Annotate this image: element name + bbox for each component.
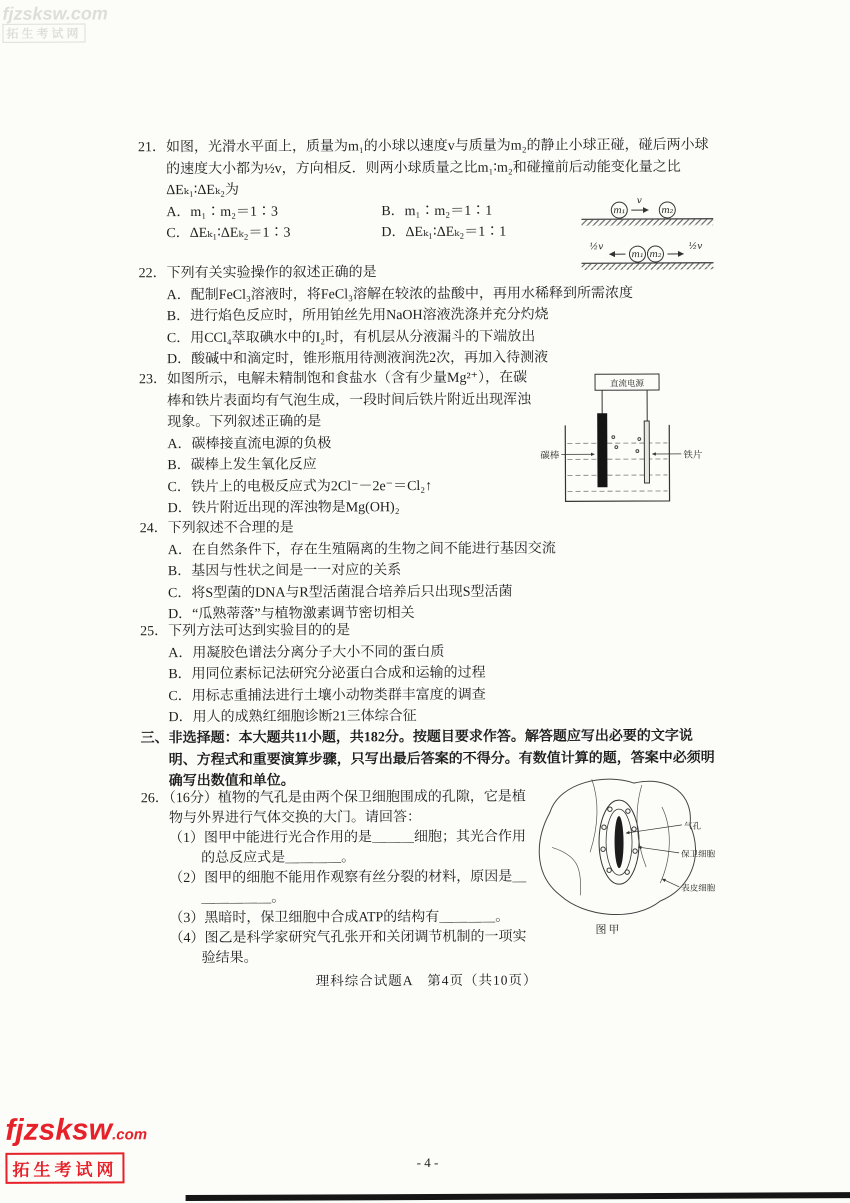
question-23-stem: 23．如图所示，电解未精制饱和食盐水（含有少量Mg²⁺），在碳棒和铁片表面均有气泡生成，一段时间后铁片附近出现浑浊现象。下列叙述正确的是: [138, 370, 532, 431]
question-25-option-d: D．用人的成熟红细胞诊断21三体综合征: [168, 709, 417, 726]
velocity-label: v: [636, 196, 642, 207]
question-23: [139, 368, 538, 520]
question-25-stem: 25．下列方法可达到实验目的的是: [140, 623, 351, 640]
half-velocity-left: ½v: [589, 242, 604, 253]
stoma-opening: [614, 816, 623, 868]
question-24-option-d: D．“瓜熟蒂落”与植物激素调节密切相关: [168, 606, 415, 623]
question-25-options: [168, 640, 718, 728]
watermark-top: [2, 4, 108, 42]
question-22-option-b: B．进行焰色反应时，所用铂丝先用NaOH溶液洗涤并充分灼烧: [166, 307, 549, 325]
question-25-option-a: A．用凝胶色谱法分离分子大小不同的蛋白质: [168, 644, 445, 661]
watermark-name-text: 拓生考试网: [2, 23, 85, 42]
question-22-stem: 22．下列有关实验操作的叙述正确的是: [138, 265, 377, 282]
question-26-item-3: （3）黑暗时，保卫细胞中合成ATP的结构有＿＿＿＿。: [169, 909, 510, 927]
question-21-option-b: B．m₁∶m₂＝1∶1: [381, 203, 493, 219]
question-25-option-c: C．用标志重捕法进行土壤小动物类群丰富度的调查: [168, 687, 486, 704]
dc-power-label: 直流电源: [610, 378, 645, 389]
question-22-option-d: D．酸碱中和滴定时，锥形瓶用待测液润洗2次，再加入待测液: [166, 350, 549, 368]
question-23-option-a: A．碳棒接直流电源的负极: [167, 435, 332, 452]
question-24-options: [168, 537, 718, 625]
question-22-option-c: C．用CCl₄萃取碘水中的I₂时，有机层从分液漏斗的下端放出: [166, 329, 536, 346]
watermark-site-text: fjzsksw.com: [2, 3, 108, 24]
question-21-option-c: C．ΔEₖ₁∶ΔEₖ₂＝1∶3: [166, 225, 291, 242]
question-26-subitems: [169, 828, 538, 970]
question-21-option-a: A．m₁∶m₂＝1∶3: [166, 204, 278, 220]
epidermal-cell-label: 表皮细胞: [681, 882, 716, 893]
half-velocity-right: ½v: [688, 241, 703, 252]
carbon-rod-label: 碳棒: [540, 451, 560, 462]
question-24-option-b: B．基因与性状之间是一一对应的关系: [167, 563, 402, 580]
question-25-option-b: B．用同位素标记法研究分泌蛋白合成和运输的过程: [168, 665, 486, 683]
ball-m2-label: m₂: [661, 205, 674, 216]
beaker: [565, 425, 669, 501]
scan-edge-bar: [186, 1192, 850, 1201]
page-number: - 4 -: [416, 1154, 439, 1171]
question-24: [140, 516, 718, 626]
iron-sheet-label: 铁片: [683, 450, 703, 461]
ground-hatch: [581, 219, 713, 226]
question-23-options: [167, 432, 537, 520]
stoma-label: 气孔: [683, 820, 702, 831]
carbon-rod: [597, 413, 607, 487]
watermark-name-text: 拓生考试网: [5, 1152, 124, 1184]
svg-text:m₁: m₁: [631, 250, 644, 261]
question-21-option-d: D．ΔEₖ₁∶ΔEₖ₂＝1∶1: [381, 224, 507, 241]
question-26-item-2: （2）图甲的细胞不能用作观察有丝分裂的材料，原因是＿＿＿＿＿＿。: [169, 869, 527, 906]
page-footer: 理科综合试题A 第4页（共10页）: [315, 972, 538, 989]
question-25: [140, 619, 718, 729]
section-3-text: 三、非选择题：本大题共11小题，共182分。按题目要求作答。解答题应写出必要的文字说明、方程式和重要演算步骤，只写出最后答案的不得分。有数值计算的题，答案中必须明确写出数值和单位。: [140, 728, 715, 790]
question-23-option-d: D．铁片附近出现的浑浊物是Mg(OH)₂: [167, 500, 400, 517]
question-24-stem: 24．下列叙述不合理的是: [139, 520, 294, 537]
question-24-option-a: A．在自然条件下，存在生殖隔离的生物之间不能进行基因交流: [167, 540, 556, 558]
question-24-option-c: C．将S型菌的DNA与R型活菌混合培养后只出现S型活菌: [167, 584, 513, 601]
question-26-intro: 26．（16分）植物的气孔是由两个保卫细胞围成的孔隙，它是植物与外界进行气体交换的大门。请回答：: [140, 789, 526, 827]
guard-cell-label: 保卫细胞: [681, 848, 716, 859]
watermark-site-text: fjzsksw.com: [5, 1113, 148, 1147]
question-26-item-1: （1）图甲中能进行光合作用的是＿＿＿细胞；其光合作用的总反应式是＿＿＿＿。: [168, 829, 527, 866]
question-26-item-4: （4）图乙是科学家研究气孔张开和关闭调节机制的一项实验结果。: [169, 929, 527, 966]
question-23-option-b: B．碳棒上发生氧化反应: [167, 457, 317, 474]
question-21-stem: 21．如图，光滑水平面上，质量为m₁的小球以速度v与质量为m₂的静止小球正碰，碰后两小球的速度大小都为½v，方向相反．则两小球质量之比m₁∶m₂和碰撞前后动能变化量之比ΔEₖ₁∶ΔEₖ₂为: [137, 137, 709, 199]
question-22-options: [167, 282, 717, 370]
svg-text:m₂: m₂: [649, 249, 662, 261]
stoma-diagram: [522, 767, 718, 940]
ball-m1-label: m₁: [613, 206, 626, 217]
question-22: [139, 261, 717, 371]
question-26: [141, 788, 538, 970]
question-22-option-a: A．配制FeCl₃溶液时，将FeCl₃溶解在较浓的盐酸中，再用水稀释到所需浓度: [166, 285, 634, 303]
iron-sheet: [644, 421, 649, 483]
question-23-option-c: C．铁片上的电极反应式为2Cl⁻－2e⁻＝Cl₂↑: [167, 478, 433, 495]
watermark-bottom: [5, 1115, 147, 1184]
electrolysis-diagram: [539, 371, 718, 514]
figure-caption: 图甲: [595, 924, 622, 937]
